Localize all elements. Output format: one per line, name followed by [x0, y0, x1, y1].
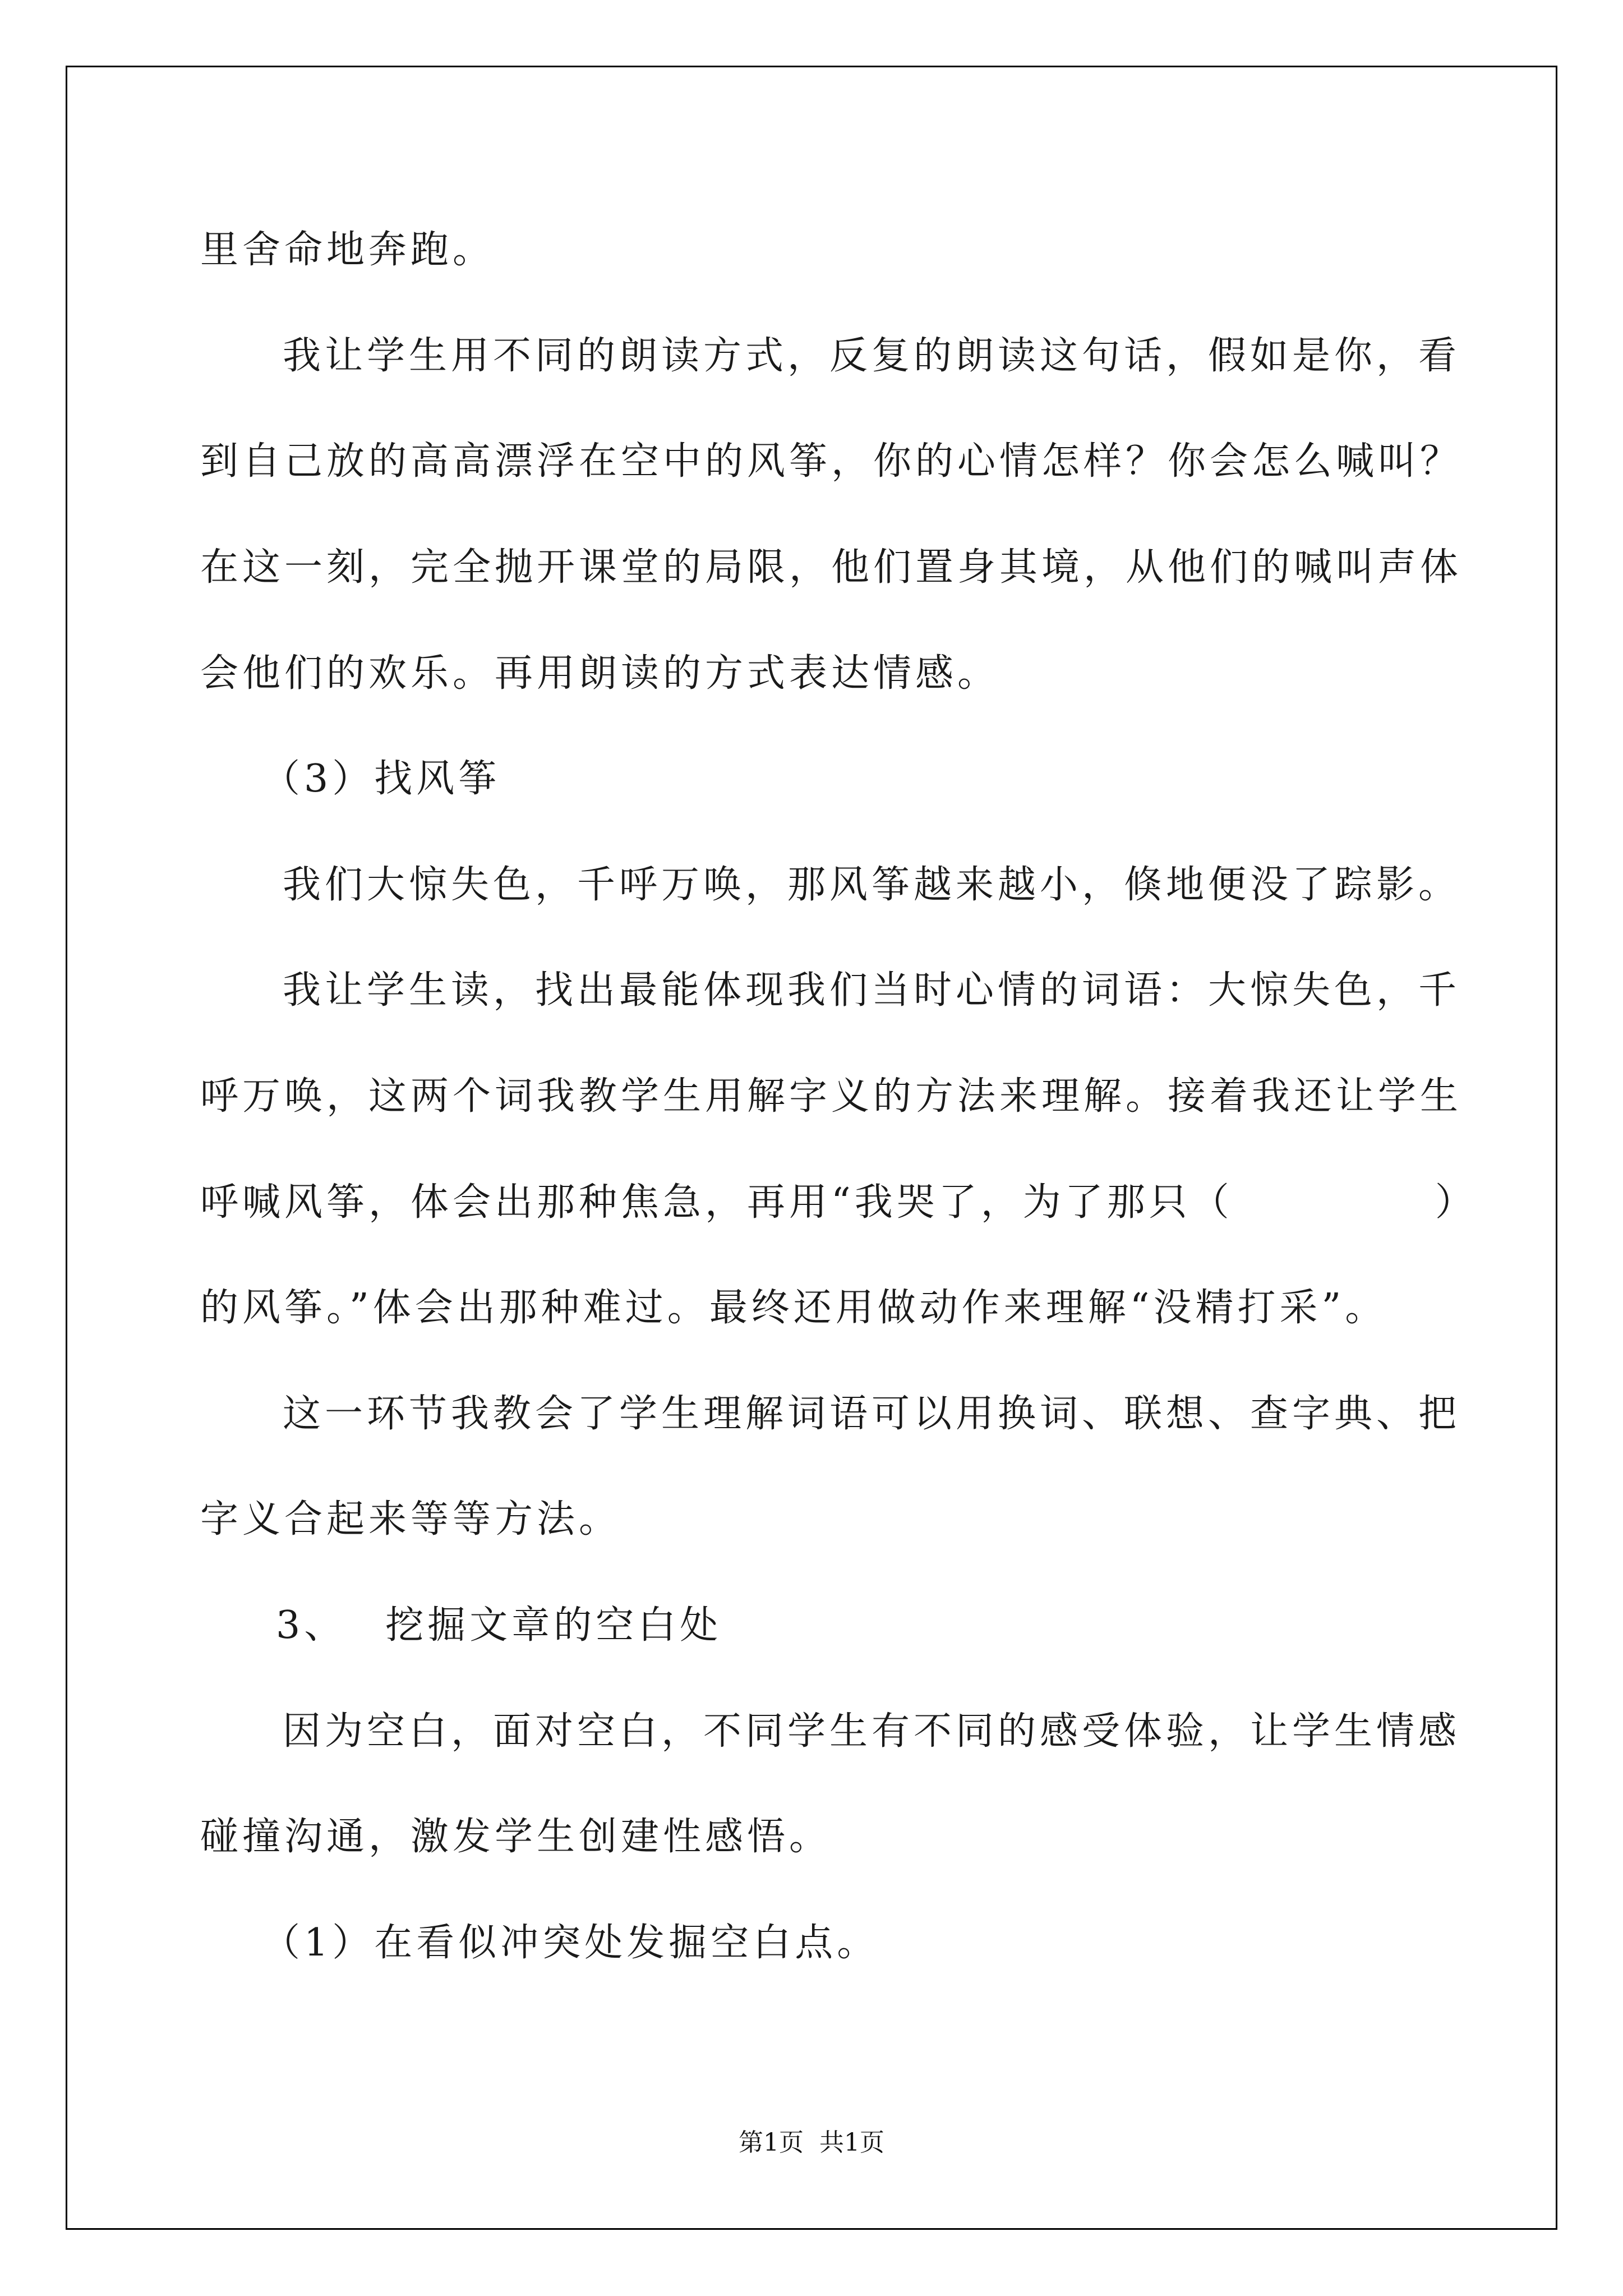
text-line: 到自己放的高高漂浮在空中的风筝，你的心情怎样？你会怎么喊叫？: [200, 439, 1463, 484]
paragraph-line: 我让学生读，找出最能体现我们当时心情的词语：大惊失色，千: [283, 968, 1461, 1013]
text-line: 呼万唤，这两个词我教学生用解字义的方法来理解。接着我还让学生: [200, 1074, 1463, 1119]
text-line: 碰撞沟通，激发学生创建性感悟。: [200, 1815, 832, 1859]
text-fragment: 呼喊风筝，体会出那种焦急，再用“我哭了，为了那只（: [200, 1180, 1233, 1225]
heading-text: 挖掘文章的空白处: [385, 1603, 722, 1648]
page-total: 共1页: [819, 2128, 884, 2157]
quote-line: 我们大惊失色，千呼万唤，那风筝越来越小，倏地便没了踪影。: [283, 863, 1461, 907]
numbered-heading: [276, 1603, 722, 1648]
text-line: 里舍命地奔跑。: [200, 228, 495, 272]
section-heading: （3）找风筝: [262, 757, 501, 801]
paragraph-line: 这一环节我教会了学生理解词语可以用换词、联想、查字典、把: [283, 1392, 1461, 1436]
heading-number: 3、: [276, 1603, 347, 1648]
paragraph-line: 我让学生用不同的朗读方式，反复的朗读这句话，假如是你，看: [283, 334, 1461, 378]
text-line: 在这一刻，完全抛开课堂的局限，他们置身其境，从他们的喊叫声体: [200, 545, 1463, 590]
page-border: [66, 66, 1557, 2230]
text-line: 字义合起来等等方法。: [200, 1497, 621, 1542]
text-line: 会他们的欢乐。再用朗读的方式表达情感。: [200, 651, 1000, 696]
text-line: 的风筝。”体会出那种难过。最终还用做动作来理解“没精打采”。: [200, 1286, 1387, 1330]
page-number: 第1页: [739, 2128, 804, 2157]
text-fragment: ）: [1435, 1180, 1477, 1225]
text-line-with-blank: [200, 1180, 1477, 1225]
paragraph-line: 因为空白，面对空白，不同学生有不同的感受体验，让学生情感: [283, 1709, 1461, 1754]
section-heading: （1）在看似冲突处发掘空白点。: [262, 1921, 879, 1965]
page-footer: [0, 2128, 1623, 2158]
